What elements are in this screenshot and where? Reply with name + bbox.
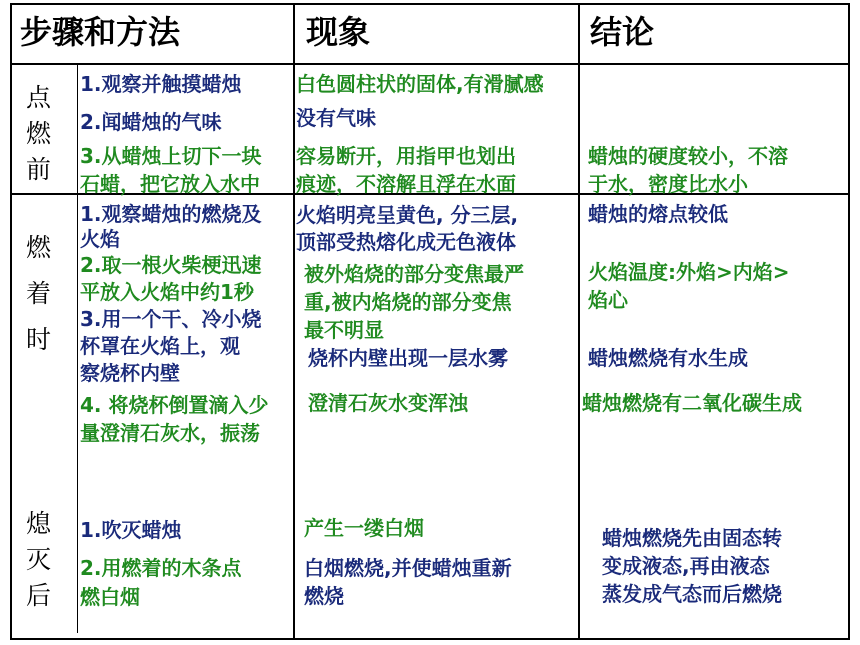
header-divider bbox=[10, 63, 850, 65]
during-phenomenon-4: 澄清石灰水变浑浊 bbox=[308, 391, 468, 415]
during-conclusion-4: 蜡烛燃烧有二氧化碳生成 bbox=[582, 391, 802, 415]
header-steps-methods: 步骤和方法 bbox=[20, 13, 181, 51]
after-phenomenon-2: 白烟燃烧,并使蜡烛重新 燃烧 bbox=[304, 556, 512, 608]
during-conclusion-3: 蜡烛燃烧有水生成 bbox=[588, 346, 748, 370]
during-conclusion-2: 火焰温度:外焰>内焰> 焰心 bbox=[588, 260, 790, 312]
stage-char: 后 bbox=[26, 581, 52, 610]
before-conclusion: 蜡烛的硬度较小，不溶 于水，密度比水小 bbox=[588, 144, 788, 196]
column-divider-2 bbox=[578, 3, 580, 640]
after-step-1: 1.吹灭蜡烛 bbox=[80, 518, 182, 542]
stage-char: 燃 bbox=[26, 119, 52, 148]
stage-column-divider bbox=[77, 65, 78, 633]
after-conclusion: 蜡烛燃烧先由固态转 变成液态,再由液态 蒸发成气态而后燃烧 bbox=[602, 526, 782, 606]
table-top-border bbox=[10, 3, 850, 5]
table-left-border bbox=[10, 3, 12, 640]
during-step-2: 2.取一根火柴梗迅速 平放入火焰中约1秒 bbox=[80, 253, 262, 304]
stage-char: 点 bbox=[26, 83, 52, 112]
stage-char: 燃 bbox=[26, 233, 52, 262]
during-phenomenon-2: 被外焰烧的部分变焦最严 重,被内焰烧的部分变焦 最不明显 bbox=[304, 262, 524, 342]
before-step-1: 1.观察并触摸蜡烛 bbox=[80, 72, 242, 96]
during-step-3: 3.用一个干、冷小烧 杯罩在火焰上，观 察烧杯内壁 bbox=[80, 307, 262, 385]
before-phenomenon-1: 白色圆柱状的固体,有滑腻感 bbox=[296, 72, 544, 96]
header-conclusion: 结论 bbox=[590, 13, 655, 51]
table-right-border bbox=[848, 3, 850, 640]
stage-during-burning bbox=[26, 225, 58, 363]
after-step-2: 2.用燃着的木条点 燃白烟 bbox=[80, 556, 242, 609]
during-phenomenon-1: 火焰明亮呈黄色, 分三层, 顶部受热熔化成无色液体 bbox=[296, 203, 519, 254]
stage-char: 熄 bbox=[26, 509, 52, 538]
stage-char: 时 bbox=[26, 325, 52, 354]
before-phenomenon-2: 没有气味 bbox=[296, 106, 376, 130]
during-step-1: 1.观察蜡烛的燃烧及 火焰 bbox=[80, 202, 262, 251]
after-phenomenon-1: 产生一缕白烟 bbox=[304, 516, 424, 540]
before-step-3: 3.从蜡烛上切下一块 石蜡，把它放入水中 bbox=[80, 144, 262, 196]
during-conclusion-1: 蜡烛的熔点较低 bbox=[588, 202, 728, 226]
before-phenomenon-3: 容易断开，用指甲也划出 痕迹，不溶解且浮在水面 bbox=[296, 144, 516, 196]
stage-before-ignition bbox=[26, 80, 58, 188]
stage-char: 灭 bbox=[26, 545, 52, 574]
header-phenomena: 现象 bbox=[306, 13, 371, 51]
stage-char: 着 bbox=[26, 279, 52, 308]
table-bottom-border bbox=[10, 638, 850, 640]
stage-after-extinguish bbox=[26, 506, 58, 614]
during-step-4: 4. 将烧杯倒置滴入少 量澄清石灰水，振荡 bbox=[80, 393, 269, 445]
during-phenomenon-3: 烧杯内壁出现一层水雾 bbox=[308, 346, 508, 370]
stage-char: 前 bbox=[26, 155, 52, 184]
before-step-2: 2.闻蜡烛的气味 bbox=[80, 110, 222, 134]
column-divider-1 bbox=[293, 3, 295, 640]
